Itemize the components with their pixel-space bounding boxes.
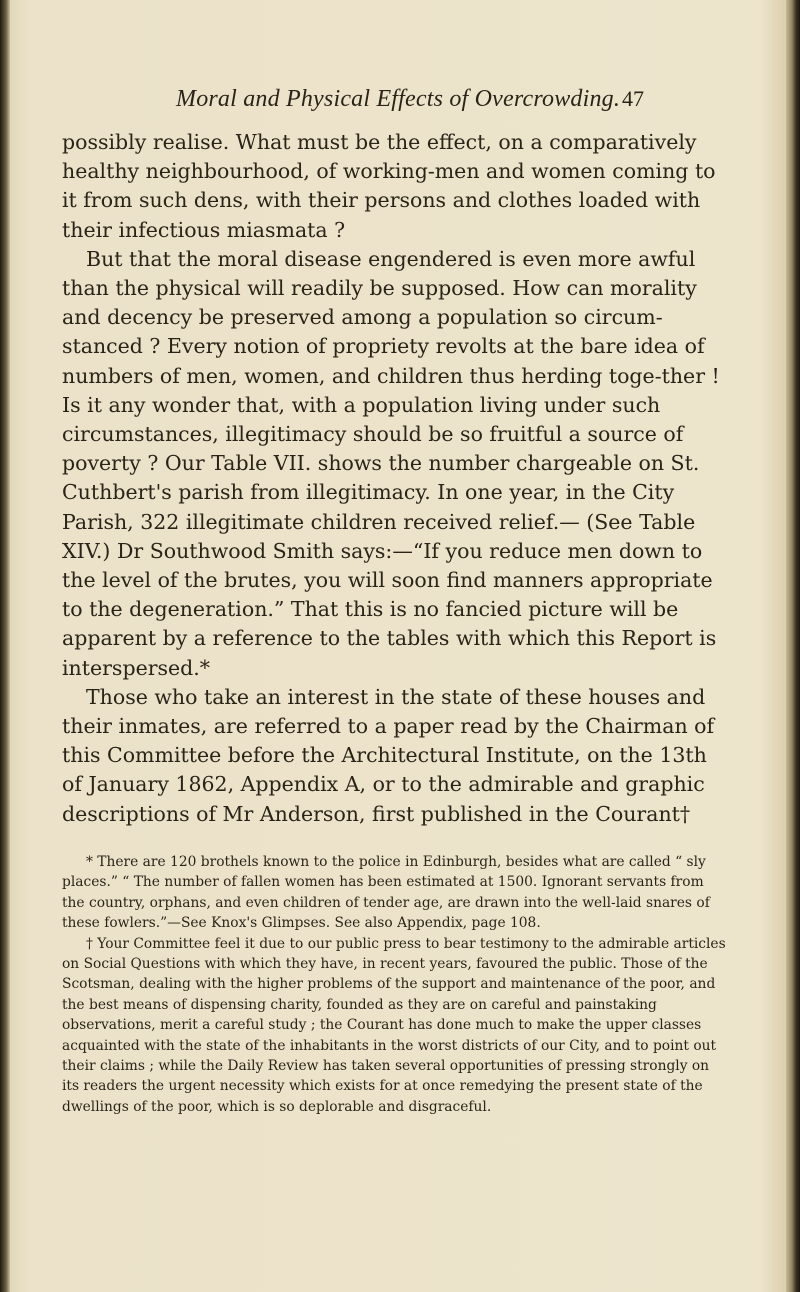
page-outer-edge — [786, 0, 800, 1292]
page-number: 47 — [622, 86, 644, 111]
paragraph-3: Those who take an interest in the state of these houses and their inmates, are referred to a paper read by the Chairman of this Committee before the Architectural Institute, on the 13th of January 1862, Appendix A, or to the admirable and graphic descriptions of Mr Anderson, first published in the Courant† — [62, 684, 715, 826]
running-title: Moral and Physical Effects of Overcrowding. — [176, 86, 621, 112]
main-text — [62, 128, 732, 829]
running-header — [176, 86, 696, 120]
footnote-dagger: † Your Committee feel it due to our public press to bear testimony to the admirable articles on Social Questions with which they have, in recent years, favoured the public. Those of the Scotsman, dealing with the higher problems of the support and maintenance of the poor, and the best means of dispensing charity, founded as they are on careful and painstaking observations, merit a careful study ; the Courant has done much to make the upper classes acquainted with the state of the inhabitants in the worst districts of our City, and to point out their claims ; while the Daily Review has taken several opportunities of pressing strongly on its readers the urgent necessity which exists for at once remedying the present state of the dwellings of the poor, which is so deplorable and disgraceful. — [62, 935, 726, 1115]
footnotes — [62, 852, 730, 1117]
paragraph-2: But that the moral disease engendered is even more awful than the physical will readily be supposed. How can morality and decency be preserved among a population so circum-stanced ? Every notion of propriety revolts at the bare idea of numbers of men, women, and children thus herding toge-ther ! Is it any wonder that, with a population living under such circumstances, illegitimacy should be so fruitful a source of poverty ? Our Table VII. shows the number chargeable on St. Cuthbert's parish from illegitimacy. In one year, in the City Parish, 322 illegitimate children received relief.— (See Table XIV.) Dr Southwood Smith says:—“If you reduce men down to the level of the brutes, you will soon find manners appropriate to the degeneration.” That this is no fancied picture will be apparent by a reference to the tables with which this Report is interspersed.* — [62, 246, 720, 680]
page-binding-edge — [0, 0, 10, 1292]
footnote-asterisk: * There are 120 brothels known to the police in Edinburgh, besides what are called “ sly places.” “ The number of fallen women has been estimated at 1500. Ignorant servants from the country, orphans, and even children of tender age, are drawn into the well-laid snares of these fowlers.”—See Knox's Glimpses. See also Appendix, page 108. — [62, 854, 710, 932]
paragraph-1: possibly realise. What must be the effect, on a comparatively healthy neighbourhood, of working-men and women coming to it from such dens, with their persons and clothes loaded with their infectious miasmata ? — [62, 130, 716, 242]
